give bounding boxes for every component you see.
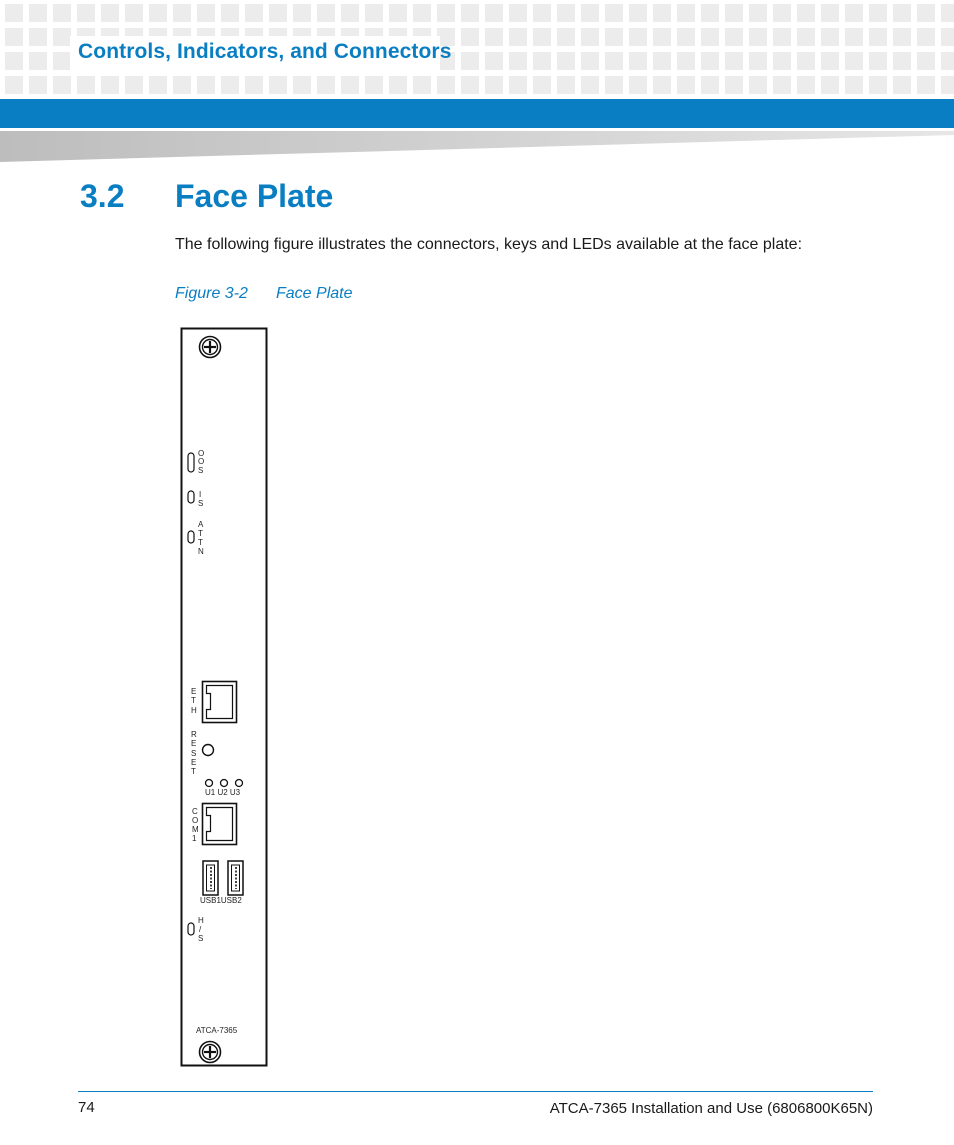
header-blue-bar	[0, 99, 954, 128]
is-led-icon	[188, 491, 194, 503]
hs-label-1: H	[198, 916, 204, 925]
hs-led-icon	[188, 923, 194, 935]
section-number: 3.2	[80, 178, 125, 214]
attn-label-4: N	[198, 547, 204, 556]
usb1-port-icon	[203, 861, 218, 895]
chapter-title: Controls, Indicators, and Connectors	[78, 40, 452, 63]
attn-led-icon	[188, 531, 194, 543]
eth-label-3: H	[191, 706, 197, 715]
reset-label-5: T	[191, 767, 196, 776]
attn-label-3: T	[198, 538, 203, 547]
figure-caption: Face Plate	[276, 285, 353, 302]
user-leds-label: U1 U2 U3	[205, 788, 241, 797]
u1-led-icon	[206, 780, 213, 787]
document-title: ATCA-7365 Installation and Use (6806800K65N)	[549, 1100, 873, 1117]
top-screw-icon	[200, 337, 221, 358]
reset-button-icon	[203, 745, 214, 756]
u3-led-icon	[236, 780, 243, 787]
bottom-screw-icon	[200, 1042, 221, 1063]
oos-label-1: O	[198, 449, 205, 458]
usb2-port-icon	[228, 861, 243, 895]
reset-label-2: E	[191, 739, 197, 748]
oos-label-2: O	[198, 457, 205, 466]
com1-label-1: C	[192, 807, 198, 816]
oos-label-3: S	[198, 466, 204, 475]
com1-label-2: O	[192, 816, 199, 825]
u2-led-icon	[221, 780, 228, 787]
eth-label-1: E	[191, 687, 197, 696]
is-label-2: S	[198, 499, 204, 508]
eth-label-2: T	[191, 696, 196, 705]
face-plate-drawing	[175, 325, 275, 1075]
page-number: 74	[78, 1099, 95, 1116]
attn-label-2: T	[198, 529, 203, 538]
reset-label-4: E	[191, 758, 197, 767]
is-label-1: I	[199, 490, 202, 499]
oos-led-icon	[188, 453, 194, 472]
intro-paragraph: The following figure illustrates the connectors, keys and LEDs available at the face plate:	[175, 236, 803, 253]
com1-label-3: M	[192, 825, 199, 834]
eth-port-icon	[203, 682, 237, 723]
section-title: Face Plate	[175, 178, 334, 214]
com1-port-icon	[203, 804, 237, 845]
reset-label-3: S	[191, 749, 197, 758]
header-grey-wedge	[0, 131, 954, 165]
reset-label-1: R	[191, 730, 197, 739]
attn-label-1: A	[198, 520, 204, 529]
hs-label-3: S	[198, 934, 204, 943]
com1-label-4: 1	[192, 834, 197, 843]
hs-label-2: /	[199, 925, 202, 934]
usb-label: USB1USB2	[200, 896, 242, 905]
model-label: ATCA-7365	[196, 1026, 238, 1035]
footer-rule	[78, 1091, 873, 1092]
figure-label: Figure 3-2	[175, 285, 248, 302]
